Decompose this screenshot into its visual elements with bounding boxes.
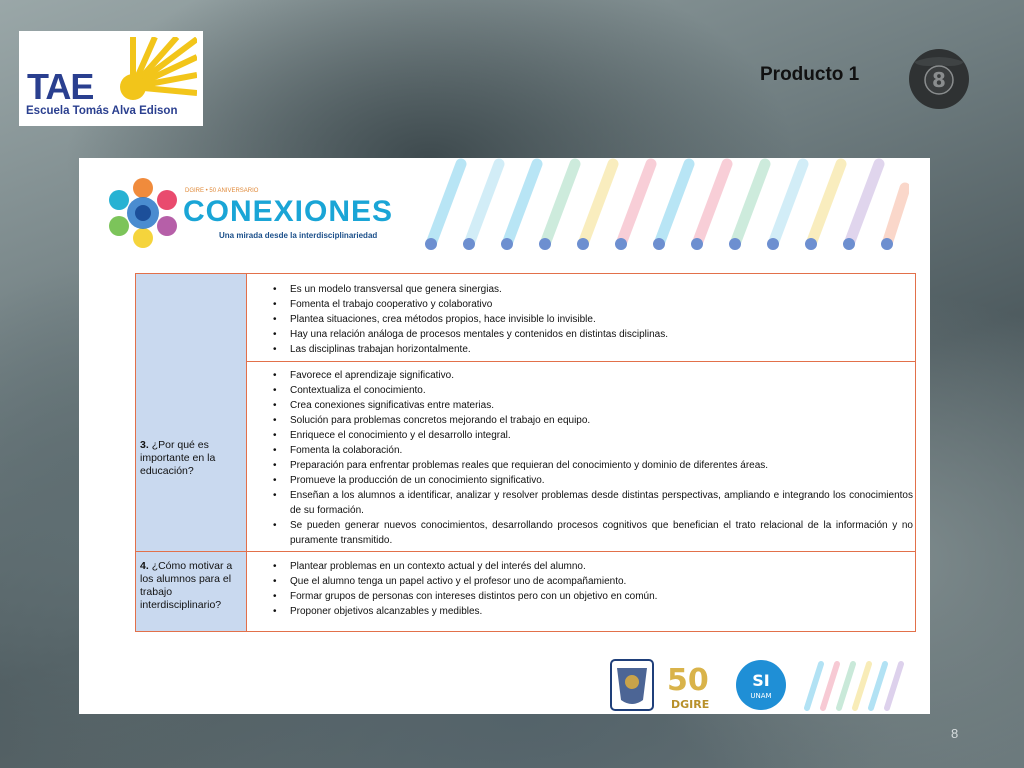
row-divider bbox=[136, 551, 915, 552]
list-item: • Las disciplinas trabajan horizontalmente. bbox=[248, 342, 913, 357]
list-item: • Contextualiza el conocimiento. bbox=[248, 383, 913, 398]
question-text: ¿Por qué es importante en la educación? bbox=[140, 439, 216, 477]
list-item: • Favorece el aprendizaje significativo. bbox=[248, 368, 913, 383]
school-logo bbox=[19, 31, 203, 126]
question-3-label bbox=[140, 439, 244, 478]
list-item: • Proponer objetivos alcanzables y medibles. bbox=[248, 604, 913, 619]
page-title: Producto 1 bbox=[760, 64, 860, 85]
list-item: • Que el alumno tenga un papel activo y el profesor uno de acompañamiento. bbox=[248, 574, 913, 589]
list-item: • Es un modelo transversal que genera sinergias. bbox=[248, 282, 913, 297]
question-number: 3. bbox=[140, 439, 149, 451]
list-item: • Promueve la producción de un conocimiento significativo. bbox=[248, 473, 913, 488]
unam-mark: UNAM bbox=[750, 692, 772, 700]
banner-kicker: DGIRE • 50 ANIVERSARIO bbox=[185, 188, 259, 194]
list-item: • Formar grupos de personas con intereses distintos pero con un objetivo en común. bbox=[248, 589, 913, 604]
row-1-bullets bbox=[248, 282, 913, 357]
sun-logo-icon bbox=[97, 37, 197, 107]
decorative-stripes-icon bbox=[419, 158, 909, 256]
si-unam-logo-icon bbox=[736, 660, 786, 710]
fifty-mark: 50 bbox=[667, 663, 709, 698]
row-divider bbox=[246, 361, 915, 362]
unam-crest-icon bbox=[611, 660, 653, 710]
row-3-bullets bbox=[248, 559, 913, 619]
list-item: • Se pueden generar nuevos conocimientos, desarrollando procesos cognitivos que benefician el trato relacional de la información y no puramente transmitido. bbox=[248, 518, 913, 548]
dgire-mark: DGIRE bbox=[671, 698, 710, 711]
conexiones-logo-icon bbox=[105, 172, 181, 252]
question-text: ¿Cómo motivar a los alumnos para el trabajo interdisciplinario? bbox=[140, 560, 233, 611]
logo-subtitle: Escuela Tomás Alva Edison bbox=[26, 105, 178, 117]
question-number: 4. bbox=[140, 560, 149, 572]
content-slide bbox=[79, 158, 930, 714]
list-item: • Fomenta el trabajo cooperativo y colaborativo bbox=[248, 297, 913, 312]
dgire-50-logo-icon bbox=[667, 663, 709, 711]
si-mark: SI bbox=[752, 671, 770, 690]
logo-mark: TAE bbox=[27, 66, 94, 107]
row-2-bullets bbox=[248, 368, 913, 548]
list-item: • Hay una relación análoga de procesos mentales y contenidos en distintas disciplinas. bbox=[248, 327, 913, 342]
mini-stripes-icon bbox=[807, 664, 901, 708]
footer-logos bbox=[607, 656, 907, 714]
banner-subtitle: Una mirada desde la interdisciplinariedad bbox=[219, 231, 378, 240]
list-item: • Enseñan a los alumnos a identificar, analizar y resolver problemas desde distintas perspectivas, ampliando e integrando los conocimientos de su formación. bbox=[248, 488, 913, 518]
page-number: 8 bbox=[951, 726, 959, 741]
list-item: • Plantear problemas en un contexto actual y del interés del alumno. bbox=[248, 559, 913, 574]
content-table bbox=[135, 273, 916, 632]
eight-ball-icon bbox=[908, 48, 970, 110]
list-item: • Plantea situaciones, crea métodos propios, hace invisible lo invisible. bbox=[248, 312, 913, 327]
list-item: • Solución para problemas concretos mejorando el trabajo en equipo. bbox=[248, 413, 913, 428]
list-item: • Enriquece el conocimiento y el desarrollo integral. bbox=[248, 428, 913, 443]
question-4-label bbox=[140, 560, 244, 612]
list-item: • Preparación para enfrentar problemas reales que requieran del conocimiento y dominio de diferentes áreas. bbox=[248, 458, 913, 473]
banner-title: CONEXIONES bbox=[183, 195, 394, 228]
svg-text:8: 8 bbox=[932, 68, 946, 92]
list-item: • Crea conexiones significativas entre materias. bbox=[248, 398, 913, 413]
list-item: • Fomenta la colaboración. bbox=[248, 443, 913, 458]
